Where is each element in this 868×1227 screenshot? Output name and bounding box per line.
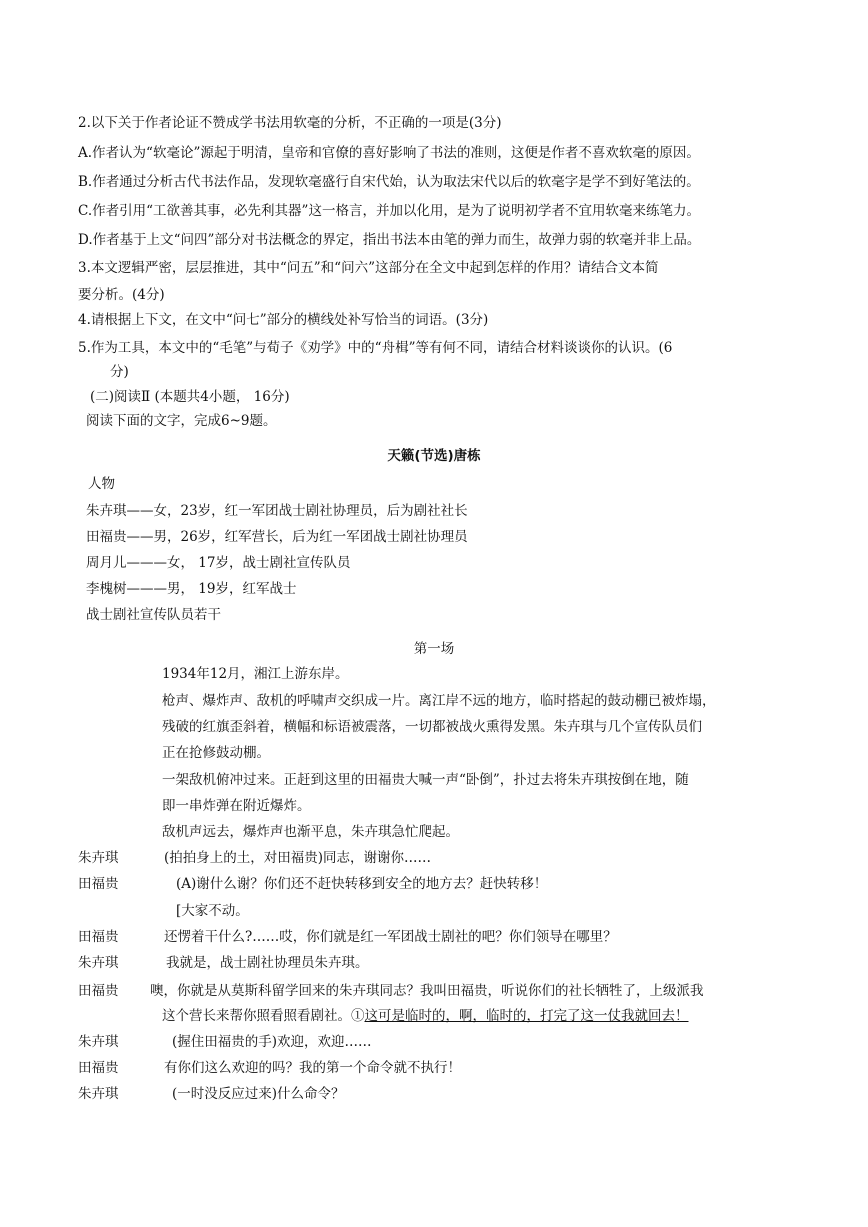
speaker-name: 田福贵: [78, 1060, 119, 1076]
dialogue-text: 这个营长来帮你照看照看剧社。①: [162, 1008, 365, 1024]
underlined-sentence: 这可是临时的，啊，临时的，打完了这一仗我就回去！: [364, 1008, 689, 1024]
question-4: 4.请根据上下文，在文中“问七”部分的横线处补写恰当的词语。(3分): [78, 312, 489, 328]
question-5-line-2: 分): [110, 364, 129, 380]
question-2-option-d: D.作者基于上文“问四”部分对书法概念的界定，指出书法本由笔的弹力而生，故弹力弱的软毫并非上品。: [78, 232, 701, 248]
dialogue-line: 我就是，战士剧社协理员朱卉琪。: [166, 955, 369, 971]
question-3-line-2: 要分析。(4分): [78, 287, 165, 303]
question-3-line-1: 3.本文逻辑严密，层层推进，其中“问五”和“问六”这部分在全文中起到怎样的作用？请结合文本简: [78, 260, 659, 276]
section-2-instruction: 阅读下面的文字，完成6~9题。: [86, 413, 277, 429]
question-2-stem: 2.以下关于作者论证不赞成学书法用软毫的分析，不正确的一项是(3分): [78, 115, 502, 131]
speaker-name: 朱卉琪: [78, 1086, 119, 1102]
play-title: 天籁(节选)唐栋: [387, 448, 481, 464]
character-line: 朱卉琪——女，23岁，红一军团战士剧社协理员，后为剧社社长: [86, 503, 468, 519]
stage-direction: 残破的红旗歪斜着，横幅和标语被震落，一切都被战火熏得发黑。朱卉琪与几个宣传队员们: [162, 719, 702, 735]
dialogue-line: 噢，你就是从莫斯科留学回来的朱卉琪同志？我叫田福贵，听说你们的社长牺牲了，上级派我: [150, 983, 704, 999]
dialogue-line: (握住田福贵的手)欢迎，欢迎……: [172, 1034, 372, 1050]
stage-direction: 即一串炸弹在附近爆炸。: [162, 798, 311, 814]
question-2-option-c: C.作者引用“工欲善其事，必先利其器”这一格言，并加以化用，是为了说明初学者不宜用软毫来练笔力。: [78, 203, 700, 219]
stage-direction: 正在抢修鼓动棚。: [162, 745, 270, 761]
dialogue-line: (拍拍身上的土，对田福贵)同志，谢谢你……: [164, 850, 432, 866]
question-2-option-a: A.作者认为“软毫论”源起于明清，皇帝和官僚的喜好影响了书法的准则，这便是作者不喜欢软毫的原因。: [78, 145, 700, 161]
speaker-name: 朱卉琪: [78, 850, 119, 866]
stage-direction: [大家不动。: [176, 903, 249, 919]
character-line: 周月儿———女， 17岁，战士剧社宣传队员: [86, 555, 351, 571]
speaker-name: 朱卉琪: [78, 955, 119, 971]
character-line: 李槐树———男， 19岁，红军战士: [86, 581, 297, 597]
dialogue-line: 还愣着干什么?……哎，你们就是红一军团战士剧社的吧？你们领导在哪里？: [164, 929, 617, 945]
speaker-name: 朱卉琪: [78, 1034, 119, 1050]
dialogue-line: 有你们这么欢迎的吗？我的第一个命令就不执行！: [164, 1060, 461, 1076]
scene-title: 第一场: [413, 641, 455, 657]
character-line: 战士剧社宣传队员若干: [86, 607, 221, 623]
question-5-line-1: 5.作为工具，本文中的“毛笔”与荀子《劝学》中的“舟楫”等有何不同，请结合材料谈谈你的认识。(6: [78, 340, 673, 356]
stage-direction: 1934年12月，湘江上游东岸。: [162, 666, 349, 682]
question-2-option-b: B.作者通过分析古代书法作品，发现软毫盛行自宋代始，认为取法宋代以后的软毫字是学不到好笔法的。: [78, 174, 700, 190]
speaker-name: 田福贵: [78, 876, 119, 892]
dialogue-line: (A)谢什么谢？你们还不赶快转移到安全的地方去？赶快转移！: [176, 876, 548, 892]
section-2-heading: (二)阅读Ⅱ (本题共4小题， 16分): [90, 389, 290, 405]
character-line: 田福贵——男，26岁，红军营长，后为红一军团战士剧社协理员: [86, 529, 468, 545]
speaker-name: 田福贵: [78, 983, 119, 999]
dialogue-line: (一时没反应过来)什么命令？: [172, 1086, 345, 1102]
characters-label: 人物: [88, 476, 115, 492]
stage-direction: 一架敌机俯冲过来。正赶到这里的田福贵大喊一声“卧倒”，扑过去将朱卉琪按倒在地，随: [162, 772, 689, 788]
speaker-name: 田福贵: [78, 929, 119, 945]
stage-direction: 敌机声远去，爆炸声也渐平息，朱卉琪急忙爬起。: [162, 824, 459, 840]
dialogue-line-continued: [162, 1006, 689, 1026]
stage-direction: 枪声、爆炸声、敌机的呼啸声交织成一片。离江岸不远的地方，临时搭起的鼓动棚已被炸塌，: [162, 693, 716, 709]
